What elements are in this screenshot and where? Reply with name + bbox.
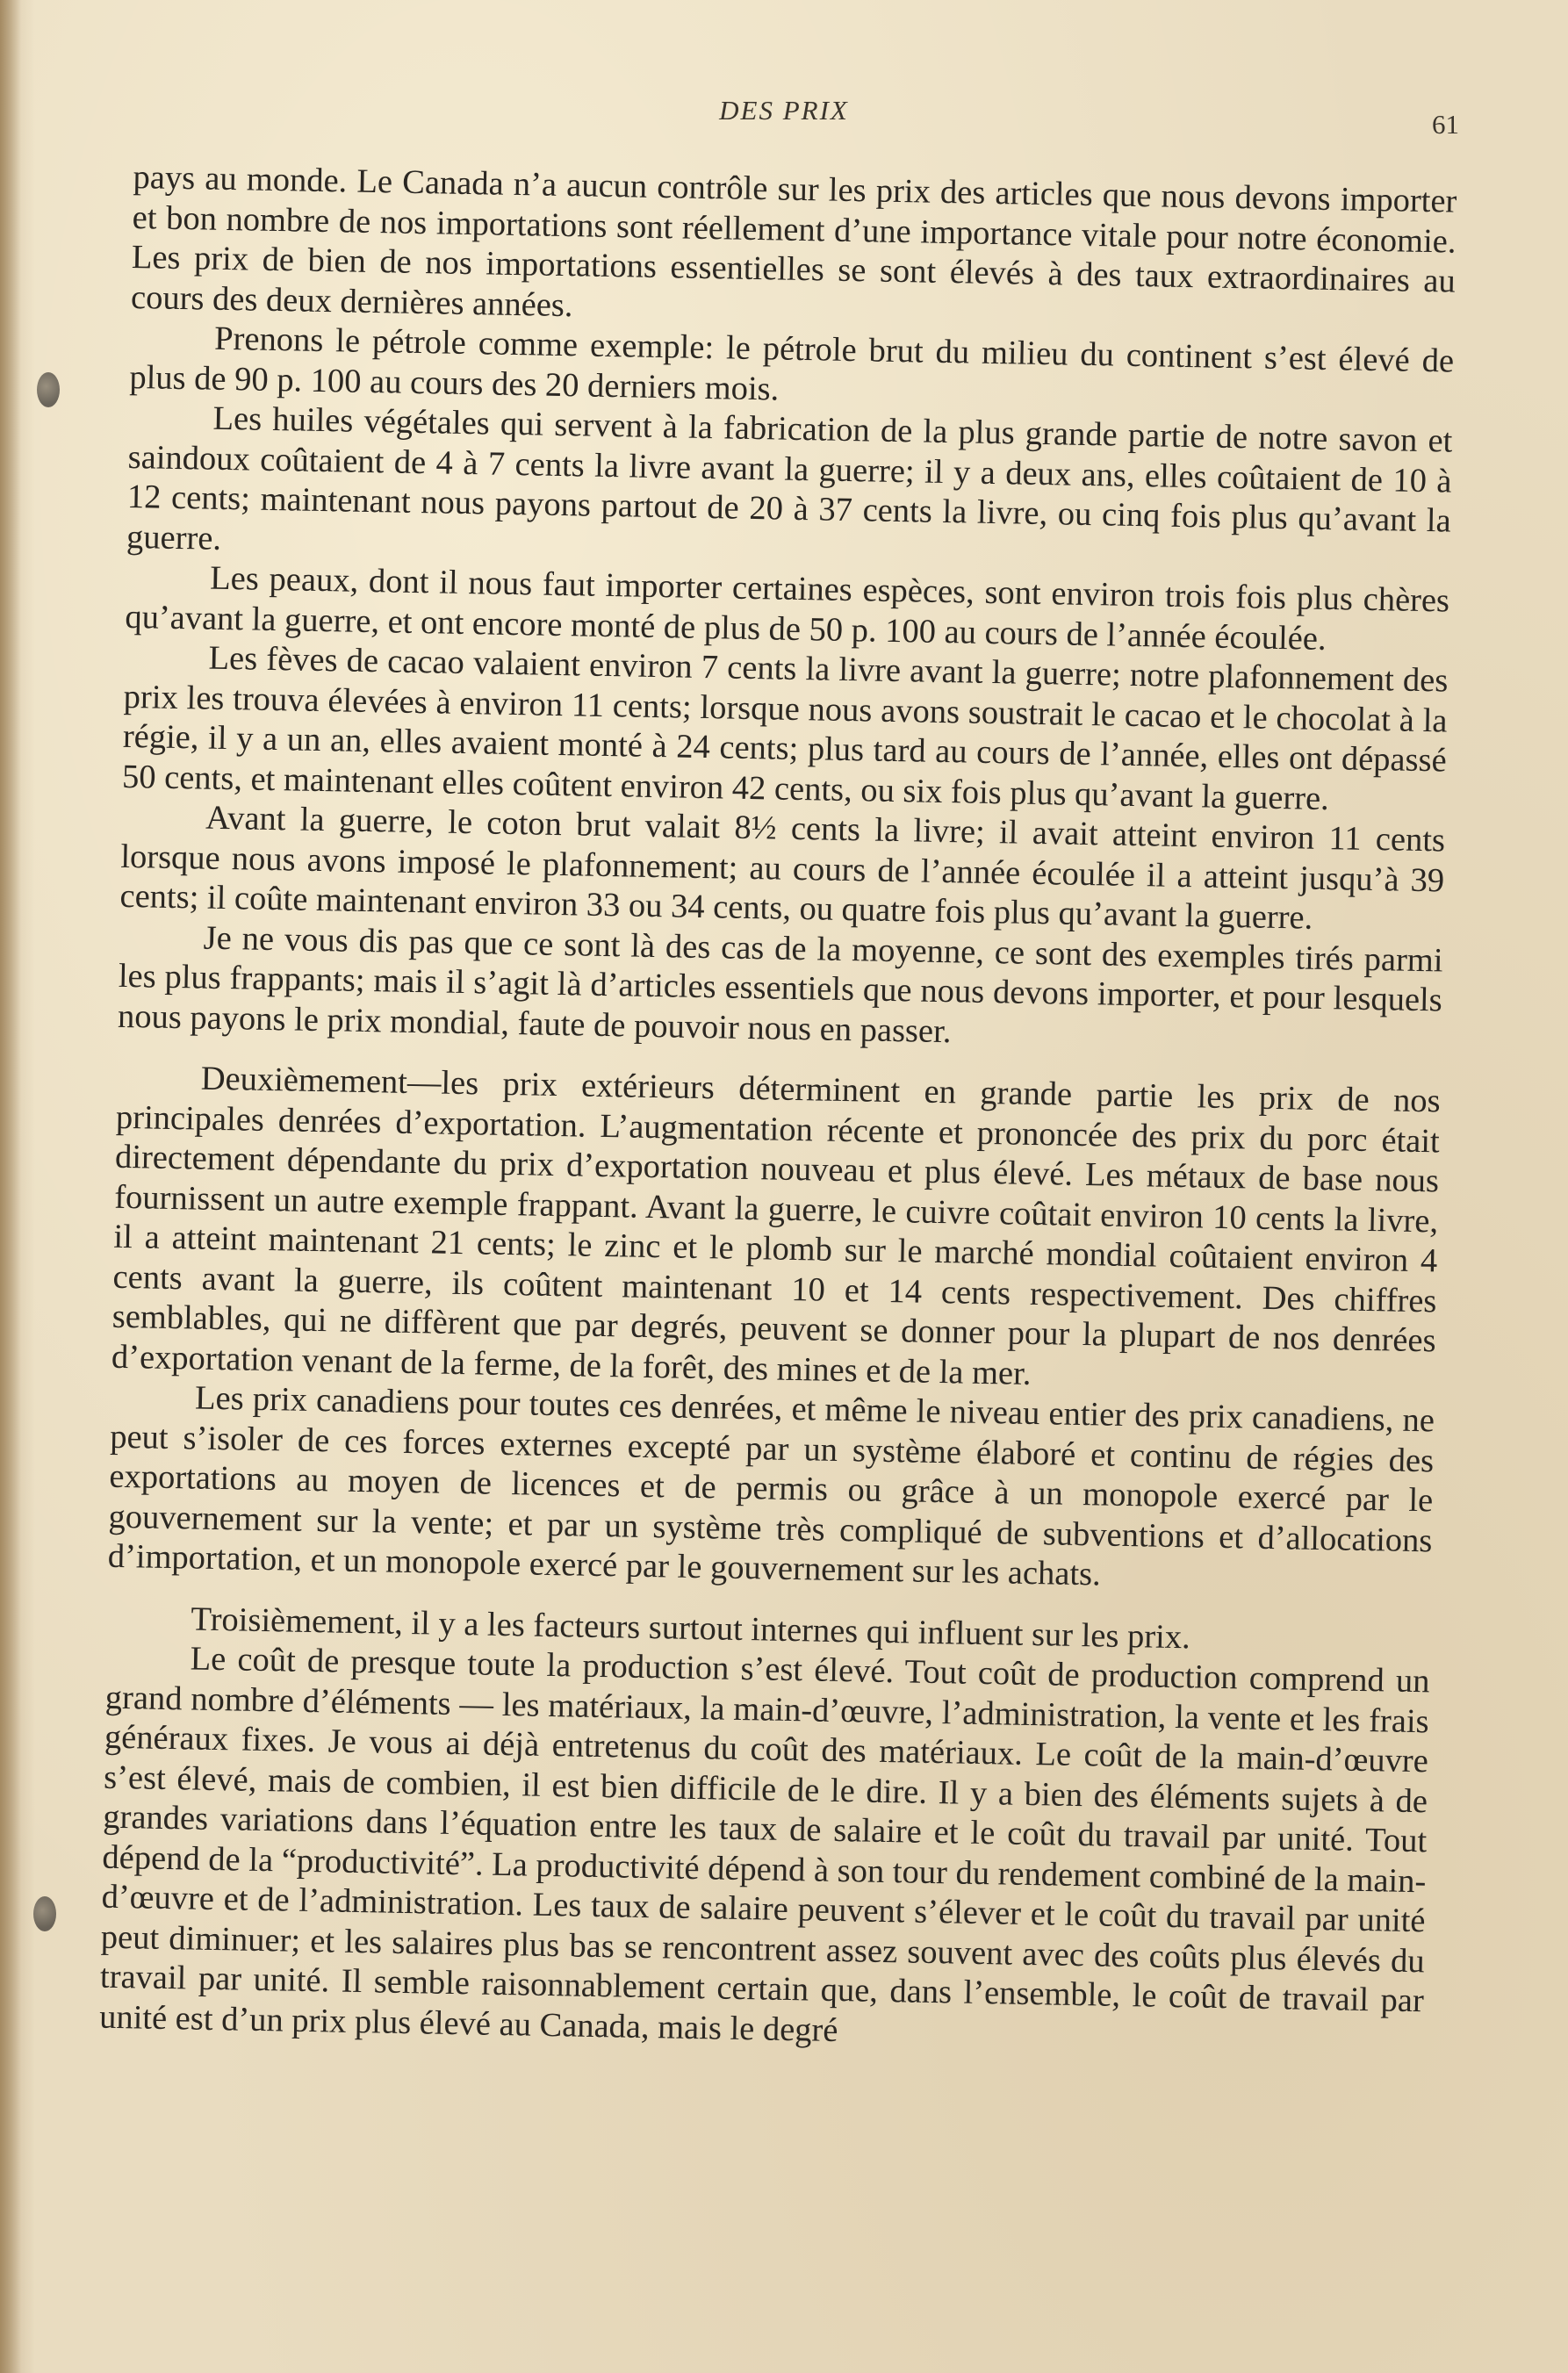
body-text bbox=[99, 158, 1457, 2061]
paragraph-production-costs: Le coût de presque toute la production s’est élevé. Tout coût de production comprend un grand nombre d’éléments — les matériaux, la main-d’œuvre, l’administration, la vente et les frais généraux fixes. Je vous ai déjà entretenus du coût des matériaux. Le coût de la main-d’œuvre s’est élevé, mais de combien, il est bien difficile de le dire. Il y a bien des éléments sujets à de grandes variations dans l’équation entre les taux de salaire et le coût du travail par unité. Tout dépend de la “productivité”. La productivité dépend à son tour du rendement combiné de la main-d’œuvre et de l’administration. Les taux de salaire peuvent s’élever et le coût du travail par unité peut diminuer; et les salaires plus bas se rencontrent assez souvent avec des coûts plus élevés du travail par unité. Il semble raisonnablement certain que, dans l’ensemble, le coût de travail par unité est d’un prix plus élevé au Canada, mais le degré bbox=[98, 1640, 1430, 2049]
page-binding-edge bbox=[0, 0, 21, 2373]
binding-hole-top bbox=[37, 372, 60, 407]
running-title: DES PRIX bbox=[719, 95, 849, 126]
binding-hole-bottom bbox=[33, 1896, 56, 1931]
paragraph-secondly-export-prices: Deuxièmement—les prix extérieurs déterminent en grande partie les prix de nos principales denrées d’exportation. L’augmentation récente et prononcée des prix du porc était directement dépendante du prix d’exportation nouveau et plus élevé. Les métaux de base nous fournissent un autre exemple frappant. Avant la guerre, le cuivre coûtait environ 10 cents la livre, il a atteint maintenant 21 cents; le zinc et le plomb sur le marché mondial coûtaient environ 4 cents avant la guerre, ils coûtent maintenant 10 et 14 cents respectivement. Des chiffres semblables, qui ne diffèrent que par degrés, peuvent se donner pour la plupart de nos denrées d’exportation venant de la ferme, de la forêt, des mines et de la mer. bbox=[111, 1060, 1441, 1392]
paragraph-petroleum: Prenons le pétrole comme exemple: le pétrole brut du milieu du continent s’est élevé de plus de 90 p. 100 au cours des 20 derniers mois. bbox=[129, 320, 1455, 408]
paragraph-hides: Les peaux, dont il nous faut importer certaines espèces, sont environ trois fois plus chères qu’avant la guerre, et ont encore monté de plus de 50 p. 100 au cours de l’année écoulée. bbox=[125, 559, 1450, 658]
paragraph-vegetable-oils: Les huiles végétales qui servent à la fabrication de la plus grande partie de notre savon et saindoux coûtaient de 4 à 7 cents la livre avant la guerre; il y a deux ans, elles coûtaient de 10 à 12 cents; maintenant nous payons partout de 20 à 37 cents la livre, ou cinq fois plus qu’avant la guerre. bbox=[126, 399, 1453, 557]
page-number: 61 bbox=[1432, 109, 1459, 140]
paragraph-canadian-prices: Les prix canadiens pour toutes ces denrées, et même le niveau entier des prix canadiens, ne peut s’isoler de ces forces externes excepté par un système élaboré et continu de régies des exportations au moyen de licences et de permis ou grâce à un monopole exercé par le gouvernement sur la vente; et par un système très compliqué de subventions et d’allocations d’importation, et un monopole exercé par le gouvernement sur les achats. bbox=[107, 1379, 1435, 1593]
paragraph-cotton: Avant la guerre, le coton brut valait 8½ cents la livre; il avait atteint environ 11 cents lorsque nous avons imposé le plafonnement; au cours de l’année écoulée il a atteint jusqu’à 39 cents; il coûte maintenant environ 33 ou 34 cents, ou quatre fois plus qu’avant la guerre. bbox=[119, 799, 1446, 937]
paragraph-thirdly-internal-factors: Troisièmement, il y a les facteurs surtout internes qui influent sur les prix. bbox=[191, 1600, 1191, 1656]
paragraph-imports-continuation: pays au monde. Le Canada n’a aucun contrôle sur les prix des articles que nous devons importer et bon nombre de nos importations sont réellement d’une importance vitale pour notre économie. Les prix de bien de nos importations essentielles se sont élevés à des taux extraordinaires au cours des deux dernières années. bbox=[130, 158, 1457, 324]
paragraph-cocoa: Les fèves de cacao valaient environ 7 cents la livre avant la guerre; notre plafonnement des prix les trouva élevées à environ 11 cents; lorsque nous avons soustrait le cacao et le chocolat à la régie, il y a un an, elles avaient monté à 24 cents; plus tard au cours de l’année, elles ont dépassé 50 cents, et maintenant elles coûtent environ 42 cents, ou six fois plus qu’avant la guerre. bbox=[121, 639, 1449, 817]
paragraph-examples-note: Je ne vous dis pas que ce sont là des cas de la moyenne, ce sont des exemples tirés parmi les plus frappants; mais il s’agit là d’articles essentiels que nous devons importer, et pour lesquels nous payons le prix mondial, faute de pouvoir nous en passer. bbox=[117, 919, 1443, 1050]
